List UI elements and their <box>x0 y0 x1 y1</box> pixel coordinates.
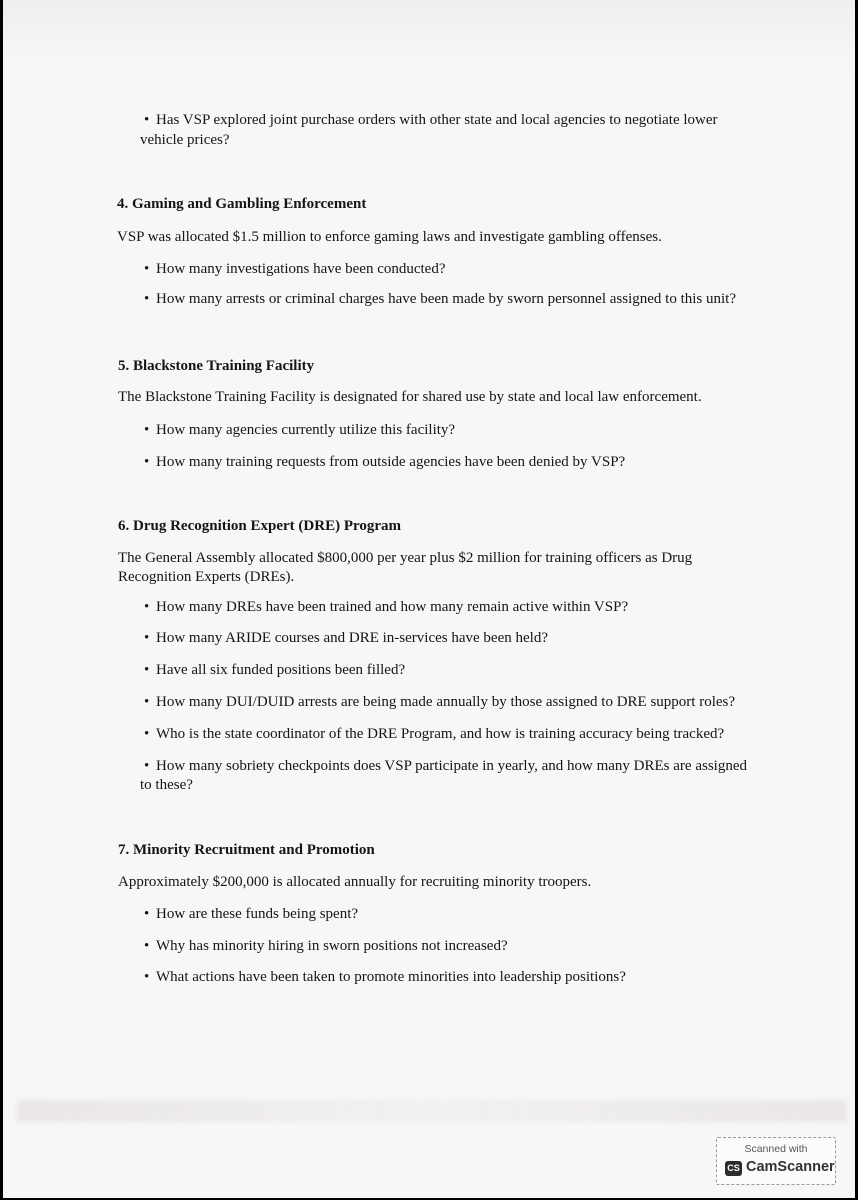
bullet-item <box>144 724 724 744</box>
bullet-glyph: • <box>144 726 150 742</box>
bullet-item <box>144 660 405 680</box>
bullet-continuation: to these? <box>140 777 193 793</box>
bullet-text: Who is the state coordinator of the DRE Program, and how is training accuracy being tracked? <box>156 726 725 742</box>
bullet-text: How many agencies currently utilize this facility? <box>156 422 456 438</box>
section-paragraph-line2: Recognition Experts (DREs). <box>118 569 295 585</box>
bullet-text: What actions have been taken to promote minorities into leadership positions? <box>156 969 626 985</box>
bullet-item <box>144 597 628 617</box>
bullet-item <box>144 289 736 309</box>
bullet-item <box>144 692 735 712</box>
section-paragraph-line1: The General Assembly allocated $800,000 per year plus $2 million for training officers as Drug <box>118 550 693 566</box>
bullet-text: How many sobriety checkpoints does VSP participate in yearly, and how many DREs are assigned <box>156 758 747 774</box>
bullet-text: How many ARIDE courses and DRE in-services have been held? <box>156 630 548 646</box>
camscanner-brand: CamScanner <box>746 1159 835 1175</box>
section-heading: 7. Minority Recruitment and Promotion <box>118 842 375 858</box>
bullet-continuation: vehicle prices? <box>140 132 230 148</box>
bullet-glyph: • <box>144 694 150 710</box>
bullet-glyph: • <box>144 291 150 307</box>
bullet-item <box>144 904 358 924</box>
bullet-text: How many DREs have been trained and how many remain active within VSP? <box>156 599 629 615</box>
bullet-glyph: • <box>144 662 150 678</box>
bullet-glyph: • <box>144 938 150 954</box>
bullet-text: Has VSP explored joint purchase orders with other state and local agencies to negotiate lower <box>156 112 718 128</box>
bullet-text: How many investigations have been conducted? <box>156 261 446 277</box>
section-paragraph: Approximately $200,000 is allocated annually for recruiting minority troopers. <box>118 874 592 890</box>
bullet-glyph: • <box>144 422 150 438</box>
bullet-item <box>144 259 446 279</box>
scan-shading <box>3 0 855 70</box>
bullet-glyph: • <box>144 599 150 615</box>
bullet-item <box>144 452 625 472</box>
bullet-glyph: • <box>144 112 150 128</box>
bullet-glyph: • <box>144 454 150 470</box>
camscanner-logo-icon: CS <box>725 1161 742 1176</box>
bullet-text: How are these funds being spent? <box>156 906 359 922</box>
bullet-item <box>144 110 718 130</box>
document-page <box>3 0 855 1198</box>
section-heading: 4. Gaming and Gambling Enforcement <box>117 196 367 212</box>
section-heading: 6. Drug Recognition Expert (DRE) Program <box>118 518 402 534</box>
bullet-item <box>144 628 548 648</box>
bullet-glyph: • <box>144 969 150 985</box>
camscanner-watermark <box>716 1137 836 1185</box>
bullet-item <box>144 420 455 440</box>
section-paragraph: VSP was allocated $1.5 million to enforce gaming laws and investigate gambling offenses. <box>117 229 662 245</box>
scanned-with-label: Scanned with <box>744 1143 808 1155</box>
bullet-item <box>144 936 508 956</box>
bullet-glyph: • <box>144 758 150 774</box>
bullet-text: How many training requests from outside agencies have been denied by VSP? <box>156 454 626 470</box>
bullet-glyph: • <box>144 630 150 646</box>
section-paragraph: The Blackstone Training Facility is designated for shared use by state and local law enforcement. <box>118 389 702 405</box>
bullet-text: How many DUI/DUID arrests are being made annually by those assigned to DRE support roles? <box>156 694 736 710</box>
bullet-glyph: • <box>144 261 150 277</box>
scan-bleed-strip <box>17 1100 847 1122</box>
section-heading: 5. Blackstone Training Facility <box>118 358 315 374</box>
bullet-item <box>144 756 747 776</box>
bullet-text: Have all six funded positions been filled? <box>156 662 406 678</box>
bullet-text: Why has minority hiring in sworn positions not increased? <box>156 938 508 954</box>
bullet-item <box>144 967 626 987</box>
bullet-text: How many arrests or criminal charges have been made by sworn personnel assigned to this unit? <box>156 291 736 307</box>
bullet-glyph: • <box>144 906 150 922</box>
